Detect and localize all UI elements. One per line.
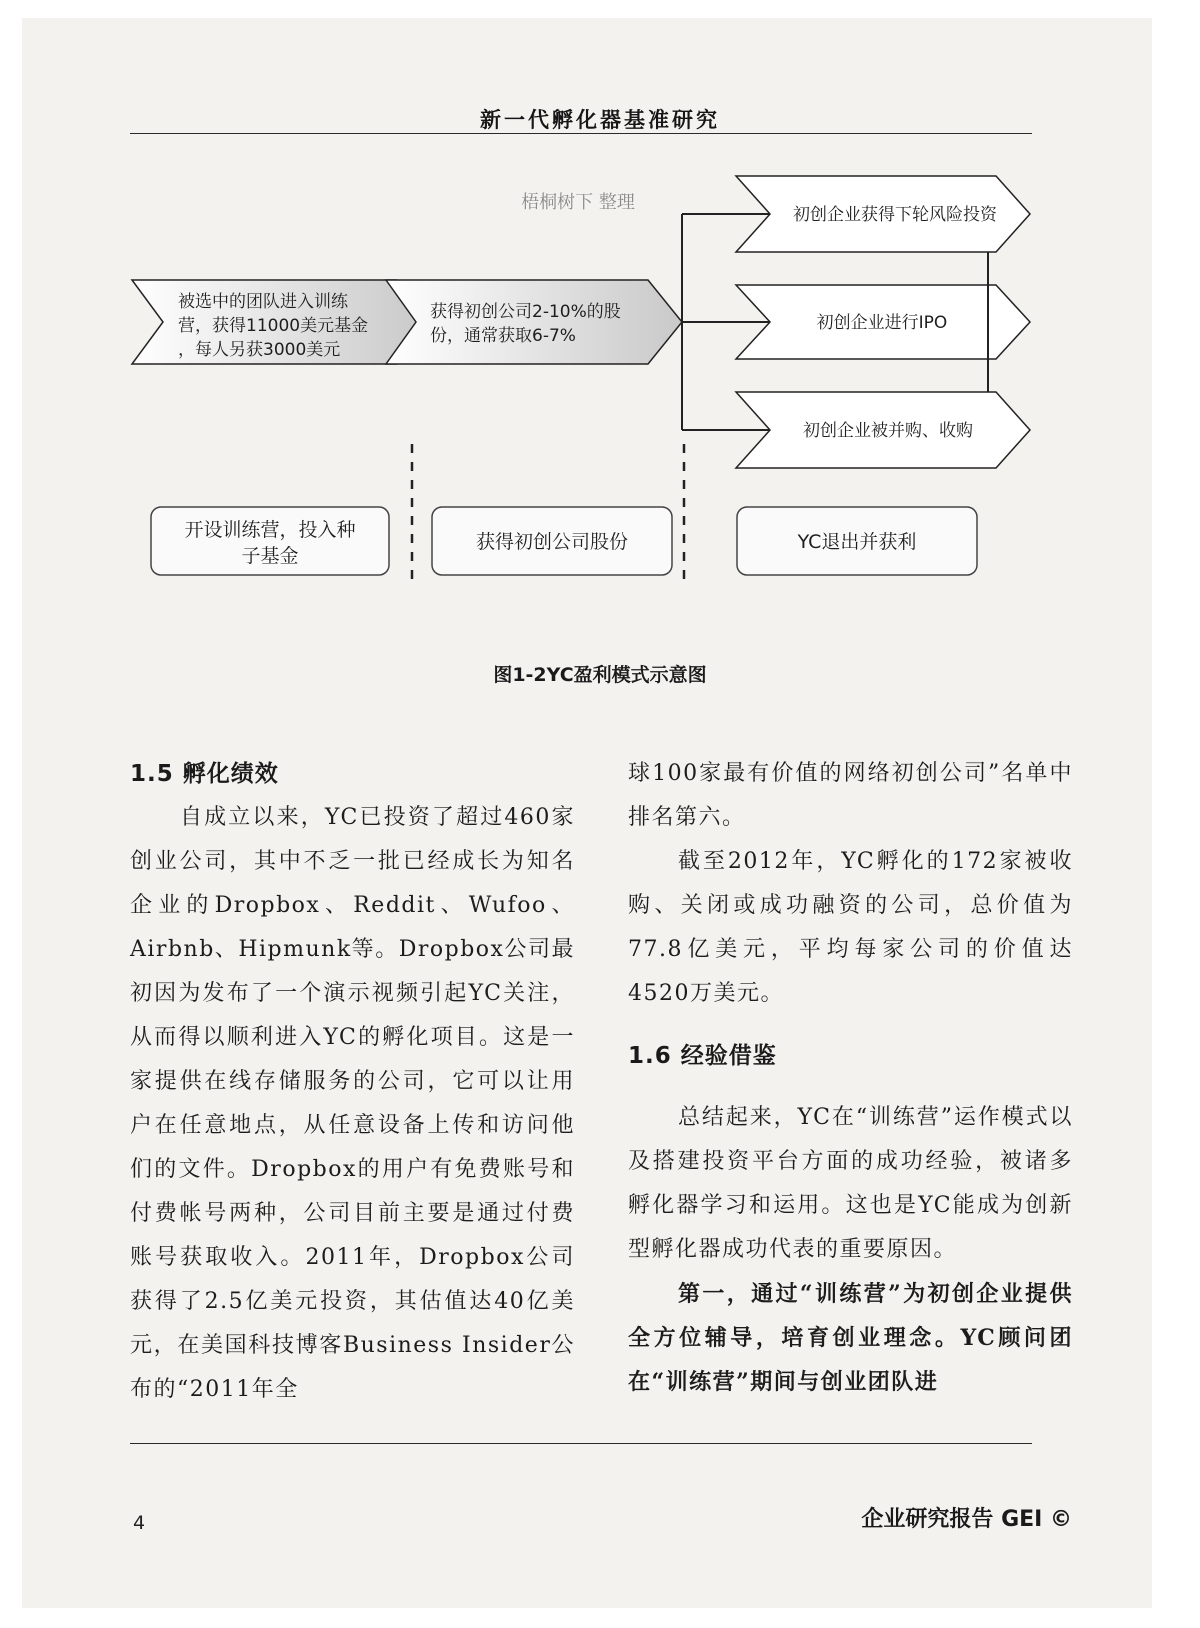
section-1-6-paragraph-2: 第一，通过“训练营”为初创企业提供全方位辅导，培育创业理念。YC顾问团在“训练营”期间与创业团队进	[628, 1281, 1073, 1395]
right-column	[628, 752, 1073, 1404]
figure-caption: 图1-2YC盈利模式示意图	[493, 664, 707, 686]
arrow-step-2	[386, 280, 682, 364]
stage-box-1-line1: 开设训练营，投入种	[184, 519, 356, 541]
arrow-step-1-line1: 被选中的团队进入训练	[178, 292, 348, 312]
arrow-step-1-line2: 营，获得11000美元基金	[178, 316, 369, 336]
outcome-label-3: 初创企业被并购、收购	[803, 421, 973, 441]
section-1-5-paragraph-1: 自成立以来，YC已投资了超过460家创业公司，其中不乏一批已经成长为知名企业的Dropbox、Reddit、Wufoo、Airbnb、Hipmunk等。Dropbox公司最初因为发布了一个演示视频引起YC关注，从而得以顺利进入YC的孵化项目。这是一家提供在线存储服务的公司，它可以让用户在任意地点，从任意设备上传和访问他们的文件。Dropbox的用户有免费账号和付费帐号两种，公司目前主要是通过付费账号获取收入。2011年，Dropbox公司获得了2.5亿美元投资，其估值达40亿美元，在美国科技博客Business Insider公布的“2011年全	[130, 805, 575, 1402]
outcome-label-2: 初创企业进行IPO	[816, 313, 948, 333]
page-number: 4	[133, 1512, 146, 1534]
diagram-watermark: 梧桐树下 整理	[521, 192, 635, 213]
arrow-step-1-line3: ，每人另获3000美元	[178, 340, 341, 360]
section-heading-1-5: 1.5 孵化绩效	[130, 761, 279, 787]
stage-box-2-text: 获得初创公司股份	[475, 531, 629, 553]
footer-rule	[130, 1443, 1032, 1444]
section-heading-1-6: 1.6 经验借鉴	[628, 1043, 777, 1069]
left-column	[130, 752, 575, 1412]
running-head-title: 新一代孵化器基准研究	[480, 108, 720, 132]
yc-profit-model-diagram	[0, 0, 1200, 700]
arrow-step-2-line2: 份，通常获取6-7%	[430, 326, 576, 346]
section-1-5-paragraph-2: 截至2012年，YC孵化的172家被收购、关闭或成功融资的公司，总价值为77.8亿美元，平均每家公司的价值达4520万美元。	[628, 849, 1073, 1006]
outcome-label-1: 初创企业获得下轮风险投资	[793, 205, 997, 225]
stage-box-1-line2: 子基金	[241, 545, 299, 567]
arrow-step-2-line1: 获得初创公司2-10%的股	[430, 302, 621, 322]
section-1-5-paragraph-1-continued: 球100家最有价值的网络初创公司”名单中排名第六。	[628, 761, 1073, 830]
section-1-6-paragraph-1: 总结起来，YC在“训练营”运作模式以及搭建投资平台方面的成功经验，被诸多孵化器学习和运用。这也是YC能成为创新型孵化器成功代表的重要原因。	[628, 1105, 1073, 1262]
footer-brand: 企业研究报告 GEI ©	[861, 1507, 1072, 1532]
stage-box-3-text: YC退出并获利	[797, 531, 917, 553]
